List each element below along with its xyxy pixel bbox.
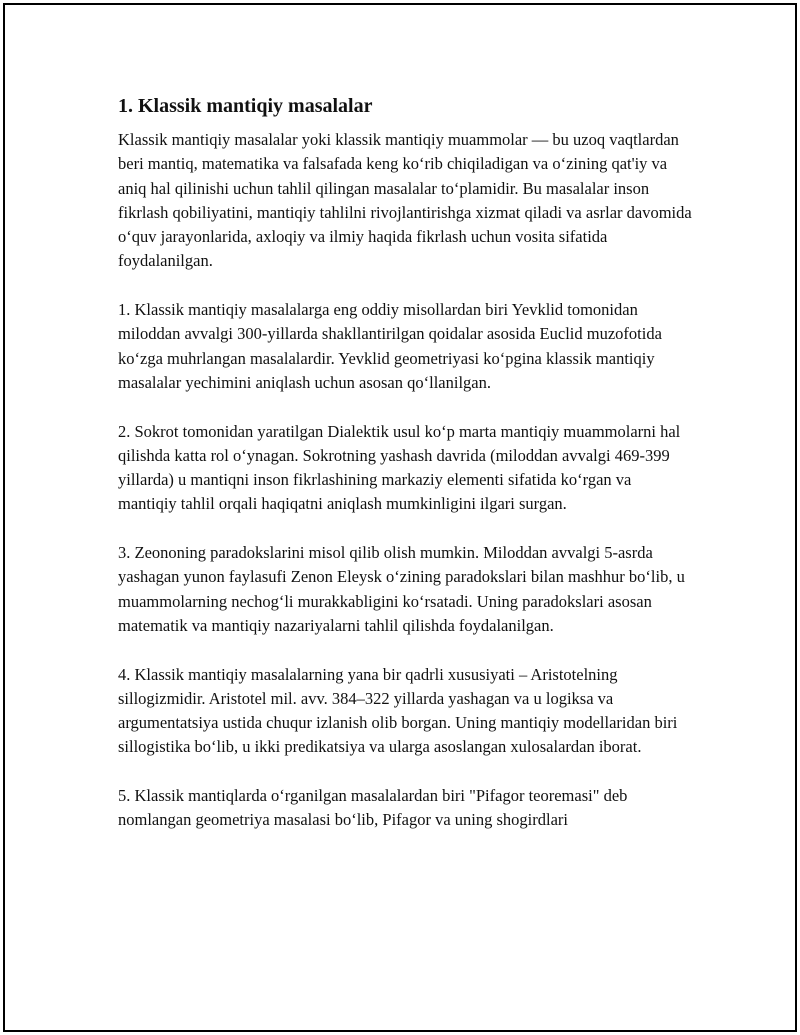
intro-paragraph: Klassik mantiqiy masalalar yoki klassik mantiqiy muammolar — bu uzoq vaqtlardan beri mantiq, matematika va falsafada keng koʻrib chiqiladigan va oʻzining qat'iy va aniq hal qilinishi uchun tahlil qilingan masalalar toʻplamidir. Bu masalalar inson fikrlash qobiliyatini, mantiqiy tahlilni rivojlantirishga xizmat qiladi va asrlar davomida oʻquv jarayonlarida, axloqiy va ilmiy haqida fikrlash uchun vosita sifatida foydalanilgan. <box>118 130 692 271</box>
paragraph-zeno: 3. Zeononing paradokslarini misol qilib olish mumkin. Miloddan avvalgi 5-asrda yashagan yunon faylasufi Zenon Eleysk oʻzining paradokslari bilan mashhur boʻlib, u muammolarning nechogʻli murakkabligini koʻrsatadi. Uning paradokslari asosan matematik va mantiqiy nazariyalarni tahlil qilishda foydalanilgan. <box>118 543 685 635</box>
section-heading: 1. Klassik mantiqiy masalalar <box>118 95 373 117</box>
paragraph-euclid: 1. Klassik mantiqiy masalalarga eng oddiy misollardan biri Yevklid tomonidan miloddan avvalgi 300-yillarda shakllantirilgan qoidalar asosida Euclid muzofotida koʻzga muhrlangan masalalardir. Yevklid geometriyasi koʻpgina klassik mantiqiy masalalar yechimini aniqlash uchun asosan qoʻllanilgan. <box>118 300 662 392</box>
document-body <box>118 94 692 857</box>
paragraph-aristotle: 4. Klassik mantiqiy masalalarning yana bir qadrli xususiyati – Aristotelning sillogizmidir. Aristotel mil. avv. 384–322 yillarda yashagan va u logiksa va argumentatsiya ustida chuqur izlanish olib borgan. Uning mantiqiy modellaridan biri sillogistika boʻlib, u ikki predikatsiya va ularga asoslangan xulosalardan iborat. <box>118 664 678 757</box>
paragraph-socrates: 2. Sokrot tomonidan yaratilgan Dialektik usul koʻp marta mantiqiy muammolarni hal qilishda katta rol oʻynagan. Sokrotning yashash davrida (miloddan avvalgi 469-399 yillarda) u mantiqni inson fikrlashining markaziy elementi sifatida koʻrgan va mantiqiy tahlil orqali haqiqatni aniqlash mumkinligini ilgari surgan. <box>118 421 681 514</box>
paragraph-pythagoras: 5. Klassik mantiqlarda oʻrganilgan masalalardan biri "Pifagor teoremasi" deb nomlangan geometriya masalasi boʻlib, Pifagor va uning shogirdlari <box>118 786 628 830</box>
